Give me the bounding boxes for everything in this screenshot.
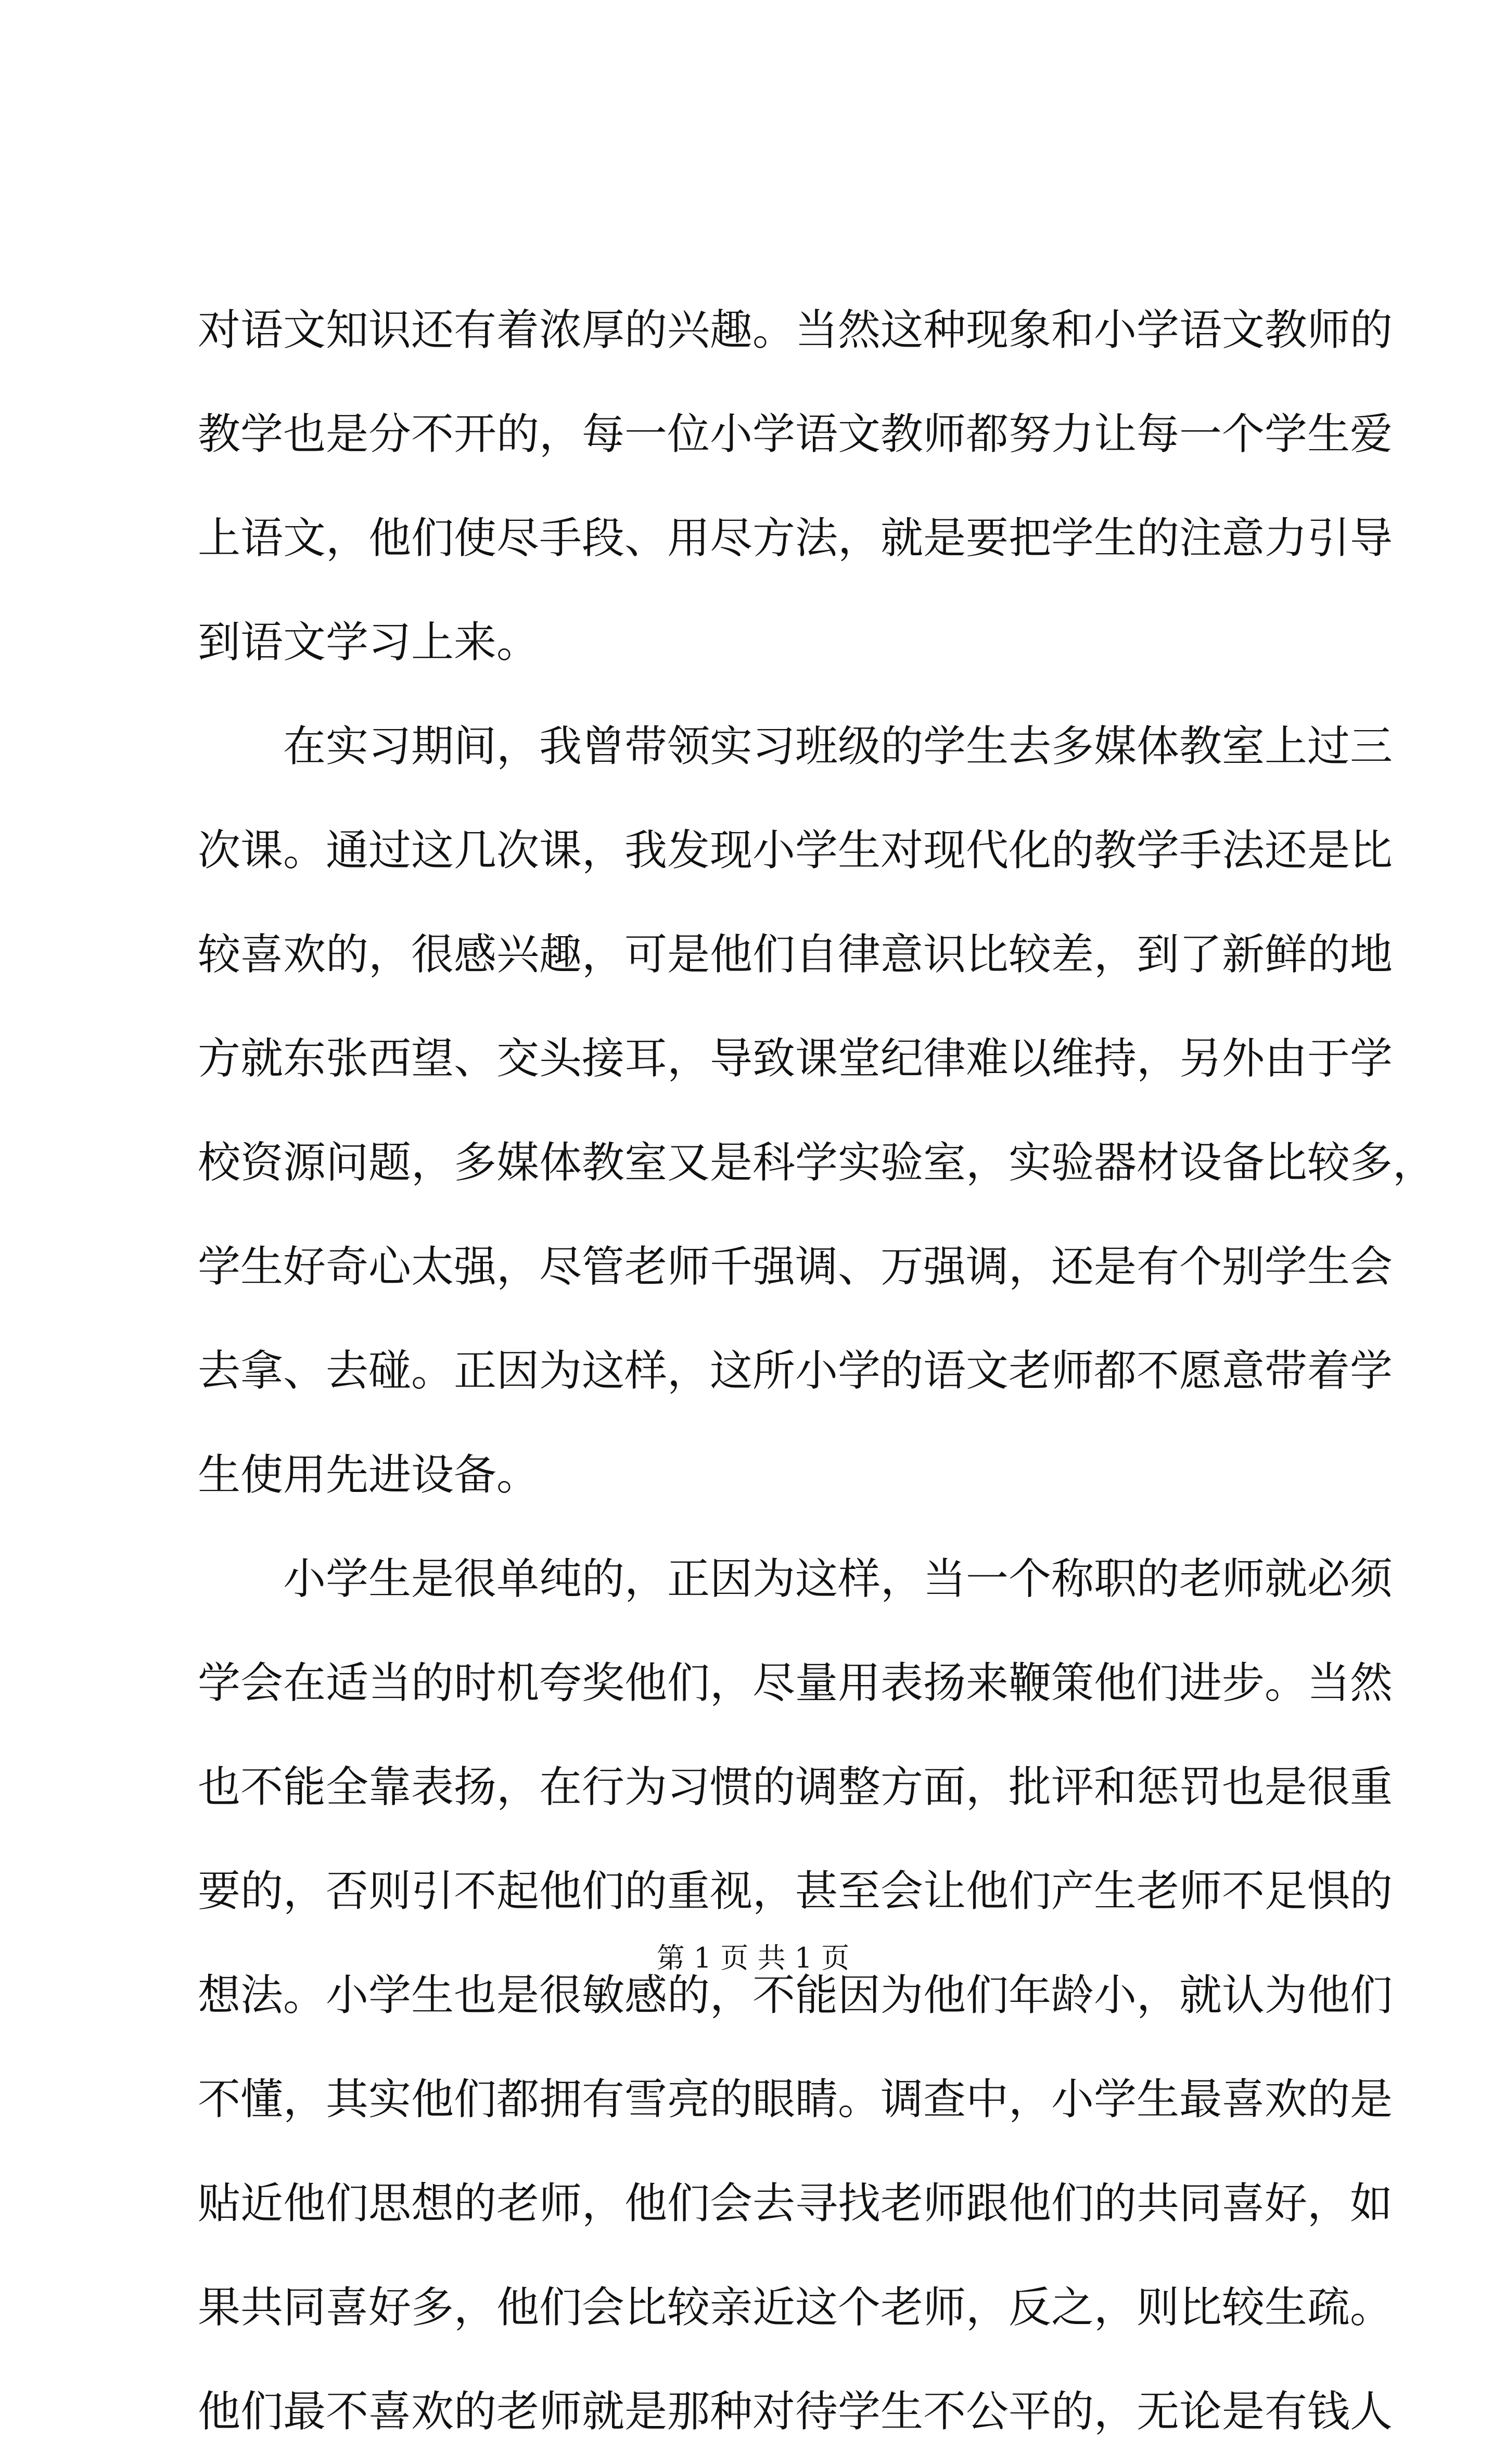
- text-line: 学会在适当的时机夸奖他们，尽量用表扬来鞭策他们进步。当然: [198, 1658, 1393, 1708]
- page-footer: [0, 1936, 1506, 1976]
- text-line: 不懂，其实他们都拥有雪亮的眼睛。调查中，小学生最喜欢的是: [198, 2075, 1393, 2124]
- text-line: 次课。通过这几次课，我发现小学生对现代化的教学手法还是比: [198, 826, 1393, 875]
- text-line: 方就东张西望、交头接耳，导致课堂纪律难以维持，另外由于学: [198, 1034, 1393, 1083]
- page-number-label: 第 1 页 共 1 页: [656, 1942, 850, 1974]
- text-line: 他们最不喜欢的老师就是那种对待学生不公平的，无论是有钱人: [198, 2387, 1393, 2436]
- text-line: 校资源问题，多媒体教室又是科学实验室，实验器材设备比较多，: [198, 1138, 1436, 1188]
- text-line: 到语文学习上来。: [198, 618, 540, 667]
- text-line: 教学也是分不开的，每一位小学语文教师都努力让每一个学生爱: [198, 410, 1393, 459]
- paragraph-first-line: 小学生是很单纯的，正因为这样，当一个称职的老师就必须: [283, 1554, 1393, 1604]
- text-line: 果共同喜好多，他们会比较亲近这个老师，反之，则比较生疏。: [198, 2283, 1393, 2332]
- text-line: 对语文知识还有着浓厚的兴趣。当然这种现象和小学语文教师的: [198, 305, 1393, 355]
- text-line: 上语文，他们使尽手段、用尽方法，就是要把学生的注意力引导: [198, 514, 1393, 563]
- text-line: 也不能全靠表扬，在行为习惯的调整方面，批评和惩罚也是很重: [198, 1763, 1393, 1812]
- text-line: 生使用先进设备。: [198, 1450, 540, 1500]
- body-text: [198, 278, 1436, 2464]
- text-line: 去拿、去碰。正因为这样，这所小学的语文老师都不愿意带着学: [198, 1346, 1393, 1396]
- paragraph-first-line: 在实习期间，我曾带领实习班级的学生去多媒体教室上过三: [283, 722, 1393, 771]
- text-line: 学生好奇心太强，尽管老师千强调、万强调，还是有个别学生会: [198, 1242, 1393, 1292]
- text-line: 要的，否则引不起他们的重视，甚至会让他们产生老师不足惧的: [198, 1867, 1393, 1916]
- text-line: 较喜欢的，很感兴趣，可是他们自律意识比较差，到了新鲜的地: [198, 930, 1393, 979]
- text-line: 贴近他们思想的老师，他们会去寻找老师跟他们的共同喜好，如: [198, 2179, 1393, 2228]
- text-line: 想法。小学生也是很敏感的，不能因为他们年龄小，就认为他们: [198, 1971, 1393, 2020]
